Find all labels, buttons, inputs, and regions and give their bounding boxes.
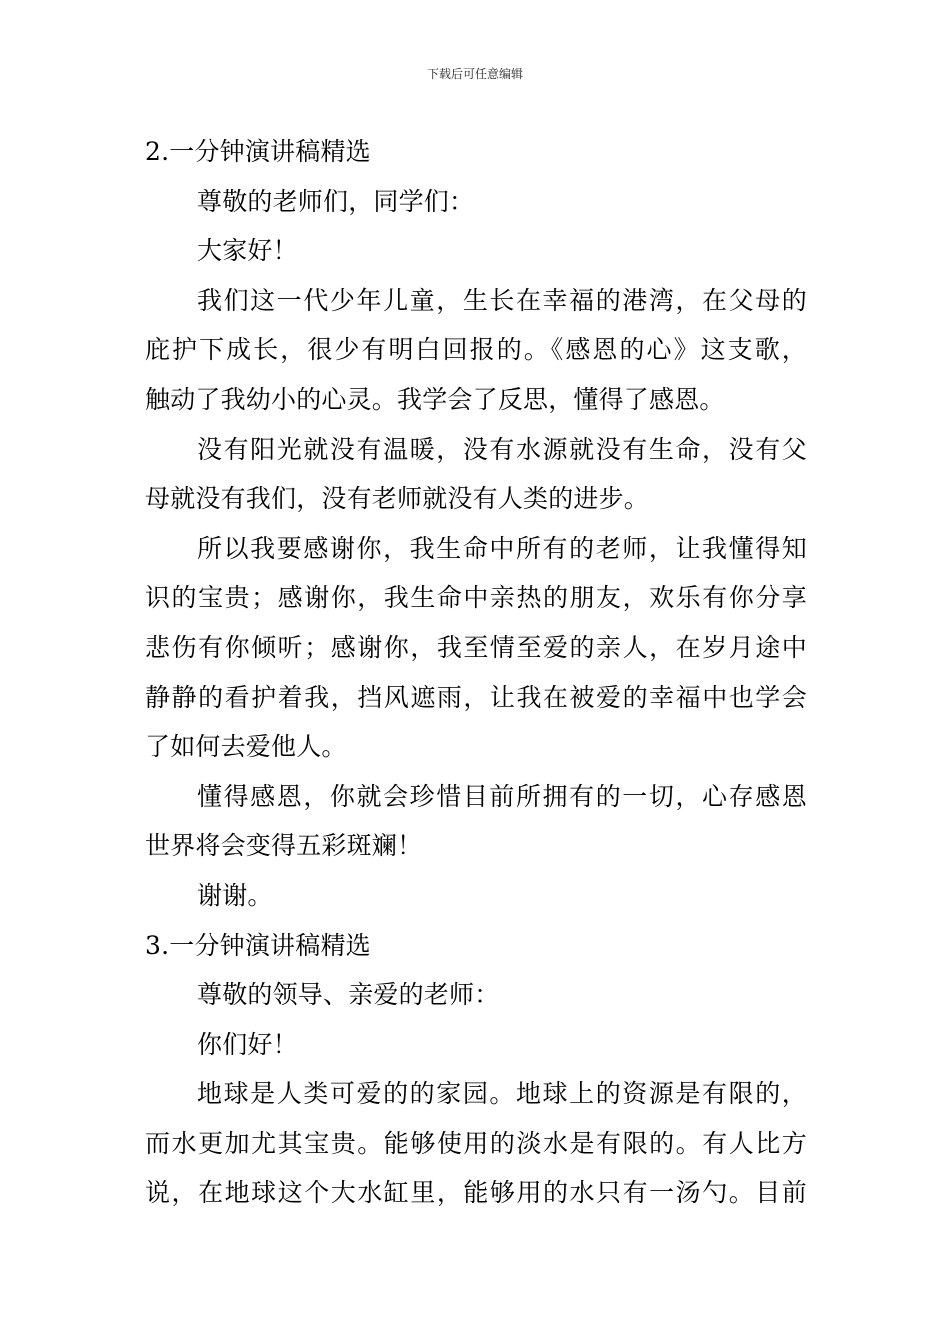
text-line: 悲伤有你倾听；感谢你，我至情至爱的亲人，在岁月途中 [145,632,807,662]
text-line: 懂得感恩，你就会珍惜目前所拥有的一切，心存感恩 [197,781,807,811]
text-line: 没有阳光就没有温暖，没有水源就没有生命，没有父 [197,434,807,464]
text-line: 了如何去爱他人。 [145,732,347,762]
document-body [145,127,807,1218]
text-line: 尊敬的领导、亲爱的老师： [197,980,500,1010]
text-line: 触动了我幼小的心灵。我学会了反思，懂得了感恩。 [145,384,725,414]
text-line: 母就没有我们，没有老师就没有人类的进步。 [145,484,650,514]
text-line: 3.一分钟演讲稿精选 [145,930,371,960]
text-line: 识的宝贵；感谢你，我生命中亲热的朋友，欢乐有你分享 [145,583,807,613]
text-line: 谢谢。 [197,880,273,910]
text-line: 大家好！ [197,236,298,266]
text-line: 静静的看护着我，挡风遮雨，让我在被爱的幸福中也学会 [145,682,807,712]
text-line: 世界将会变得五彩斑斓！ [145,831,423,861]
text-line: 地球是人类可爱的的家园。地球上的资源是有限的， [197,1079,807,1109]
text-line: 而水更加尤其宝贵。能够使用的淡水是有限的。有人比方 [145,1128,807,1158]
text-line: 尊敬的老师们，同学们： [197,186,475,216]
text-line: 我们这一代少年儿童，生长在幸福的港湾，在父母的 [197,285,807,315]
text-line: 你们好！ [197,1029,298,1059]
text-line: 庇护下成长，很少有明白回报的。《感恩的心》这支歌， [145,335,807,365]
text-line: 说，在地球这个大水缸里，能够用的水只有一汤勺。目前 [145,1178,807,1208]
page-header-note: 下载后可任意编辑 [426,67,523,81]
text-line: 2.一分钟演讲稿精选 [145,137,371,166]
text-line: 所以我要感谢你，我生命中所有的老师，让我懂得知 [197,533,807,563]
